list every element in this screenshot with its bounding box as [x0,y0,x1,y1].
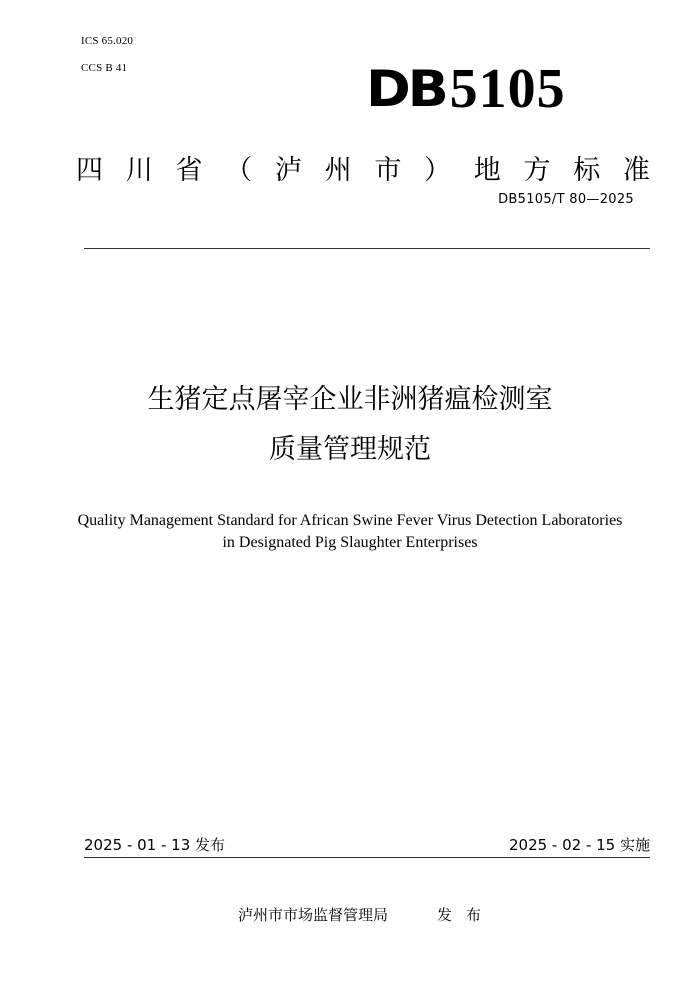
db-code-logo [366,58,566,120]
issue-label: 发布 [437,906,496,924]
standard-title-char: 方 [523,155,551,186]
standard-title-char: 市 [374,155,402,186]
english-title-line-1: Quality Management Standard for African Swine Fever Virus Detection Laboratories [77,512,623,529]
ics-code: ICS 65.020 [81,35,134,47]
publish-date: 2025 - 01 - 13 发布 [84,836,226,854]
standard-title-char: 准 [622,155,650,186]
db-prefix: DB [366,60,446,118]
standard-title-char: 州 [324,155,352,186]
standard-title-char: ） [424,155,452,186]
standard-title-char: 四 [76,155,103,186]
standard-title-char: 泸 [274,155,302,186]
chinese-title-line-2: 质量管理规范 [269,434,431,465]
standard-number: DB5105/T 80—2025 [498,192,634,207]
ccs-code: CCS B 41 [81,62,128,74]
top-divider [84,248,650,249]
standard-title-char: （ [225,155,253,186]
db-number: 5105 [449,58,566,120]
standard-level-title [76,153,650,189]
bottom-divider [84,857,650,858]
standard-title-char: 川 [125,155,153,186]
chinese-title-line-1: 生猪定点屠宰企业非洲猪瘟检测室 [147,384,553,415]
issuing-authority: 泸州市市场监督管理局 [238,906,389,924]
standard-title-char: 地 [473,155,501,186]
standard-title-char: 省 [175,155,203,186]
implement-date: 2025 - 02 - 15 实施 [508,836,650,854]
english-title-line-2: in Designated Pig Slaughter Enterprises [222,534,478,551]
standard-title-char: 标 [573,155,601,186]
